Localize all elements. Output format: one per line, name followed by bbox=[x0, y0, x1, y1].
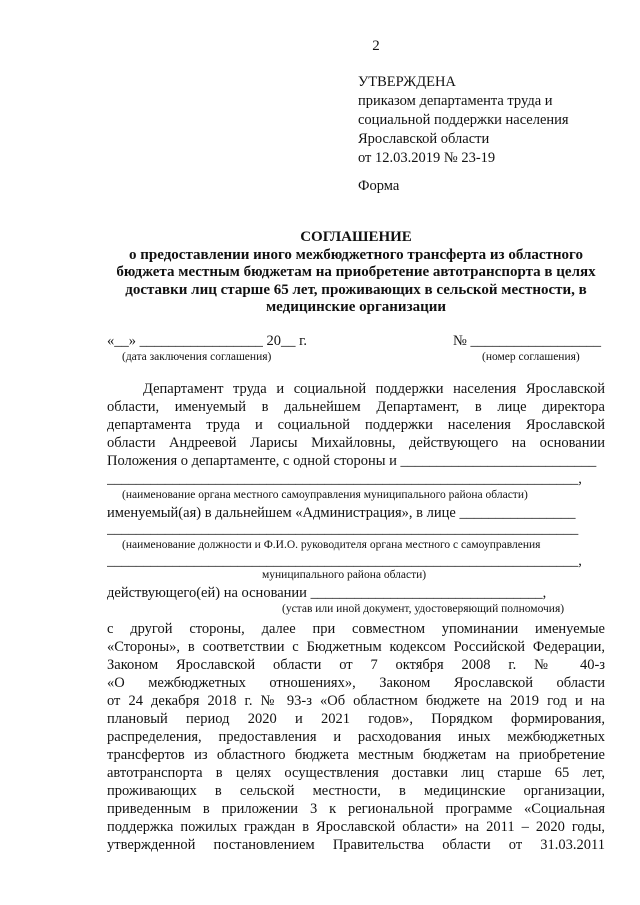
blank-line-official: _________________________________________________________________ bbox=[107, 521, 579, 537]
caption-municipality: (наименование органа местного самоуправления муниципального района области) bbox=[122, 489, 528, 501]
approval-line-2: приказом департамента труда и bbox=[358, 93, 553, 109]
para2-line: от 24 декабря 2018 г. № 93-з «Об областном бюджете на 2019 год и на bbox=[107, 693, 605, 709]
para2-line: приведенным в приложении 3 к региональной программе «Социальная bbox=[107, 801, 605, 817]
para2-line: «О межбюджетных отношениях», Законом Ярославской области bbox=[107, 675, 605, 691]
para2-line: распределения, предоставления и расходования иных межбюджетных bbox=[107, 729, 605, 745]
para1-line: области, именуемый в дальнейшем Департамент, в лице директора bbox=[107, 399, 605, 415]
para2-line: «Стороны», в соответствии с Бюджетным кодексом Российской Федерации, bbox=[107, 639, 605, 655]
agreement-number-caption: (номер соглашения) bbox=[482, 351, 580, 363]
document-title bbox=[100, 229, 612, 317]
para2-line: проживающих в сельской местности, в медицинские организации, bbox=[107, 783, 605, 799]
basis-line: действующего(ей) на основании ________________________________, bbox=[107, 585, 547, 601]
para2-line: поддержка пожилых граждан в Ярославской области» на 2011 – 2020 годы, bbox=[107, 819, 605, 835]
blank-line-district: _________________________________________________________________, bbox=[107, 553, 582, 569]
form-label: Форма bbox=[358, 178, 400, 194]
title-line-1: о предоставлении иного межбюджетного трансферта из областного bbox=[129, 246, 583, 263]
paragraph-parties bbox=[107, 620, 605, 854]
agreement-number-field: № __________________ bbox=[453, 333, 601, 349]
caption-basis: (устав или иной документ, удостоверяющий полномочия) bbox=[282, 603, 565, 615]
caption-official: (наименование должности и Ф.И.О. руководителя органа местного с самоуправления bbox=[122, 539, 541, 551]
approval-line-4: Ярославской области bbox=[358, 131, 490, 147]
agreement-date-caption: (дата заключения соглашения) bbox=[122, 351, 272, 363]
paragraph-department bbox=[107, 380, 605, 470]
para1-line: департамента труда и социальной поддержки населения Ярославской bbox=[107, 417, 605, 433]
para2-line: плановый период 2020 и 2021 годов», Порядком формирования, bbox=[107, 711, 605, 727]
title-heading: СОГЛАШЕНИЕ bbox=[300, 229, 412, 245]
approval-stamp bbox=[358, 73, 628, 168]
para2-line: утвержденной постановлением Правительства области от 31.03.2011 bbox=[107, 837, 605, 853]
para1-line: области Андреевой Ларисы Михайловны, действующего на основании bbox=[107, 435, 605, 451]
para1-line: Положения о департаменте, с одной стороны и ___________________________ bbox=[107, 453, 597, 469]
para2-line: автотранспорта в целях осуществления доставки лиц старше 65 лет, bbox=[107, 765, 605, 781]
approval-line-5: от 12.03.2019 № 23-19 bbox=[358, 150, 496, 166]
para2-line: с другой стороны, далее при совместном упоминании именуемые bbox=[107, 621, 605, 637]
title-line-3: доставки лиц старше 65 лет, проживающих в сельской местности, в bbox=[125, 281, 587, 298]
para2-line: трансфертов из областного бюджета местным бюджетам на приобретение bbox=[107, 747, 605, 763]
title-line-4: медицинские организации bbox=[265, 299, 447, 315]
blank-line-municipality: _________________________________________________________________, bbox=[107, 471, 582, 487]
administration-line: именуемый(ая) в дальнейшем «Администрация», в лице ________________ bbox=[107, 505, 576, 521]
para1-line: Департамент труда и социальной поддержки населения Ярославской bbox=[143, 381, 605, 397]
agreement-date-field: «__» _________________ 20__ г. bbox=[107, 333, 308, 349]
page-number: 2 bbox=[372, 38, 380, 54]
para2-line: Законом Ярославской области от 7 октября 2008 г. № 40-з bbox=[107, 657, 605, 673]
approval-line-1: УТВЕРЖДЕНА bbox=[358, 74, 456, 90]
approval-line-3: социальной поддержки населения bbox=[358, 112, 569, 128]
caption-district: муниципального района области) bbox=[262, 569, 427, 581]
title-line-2: бюджета местным бюджетам на приобретение автотранспорта в целях bbox=[116, 264, 596, 280]
